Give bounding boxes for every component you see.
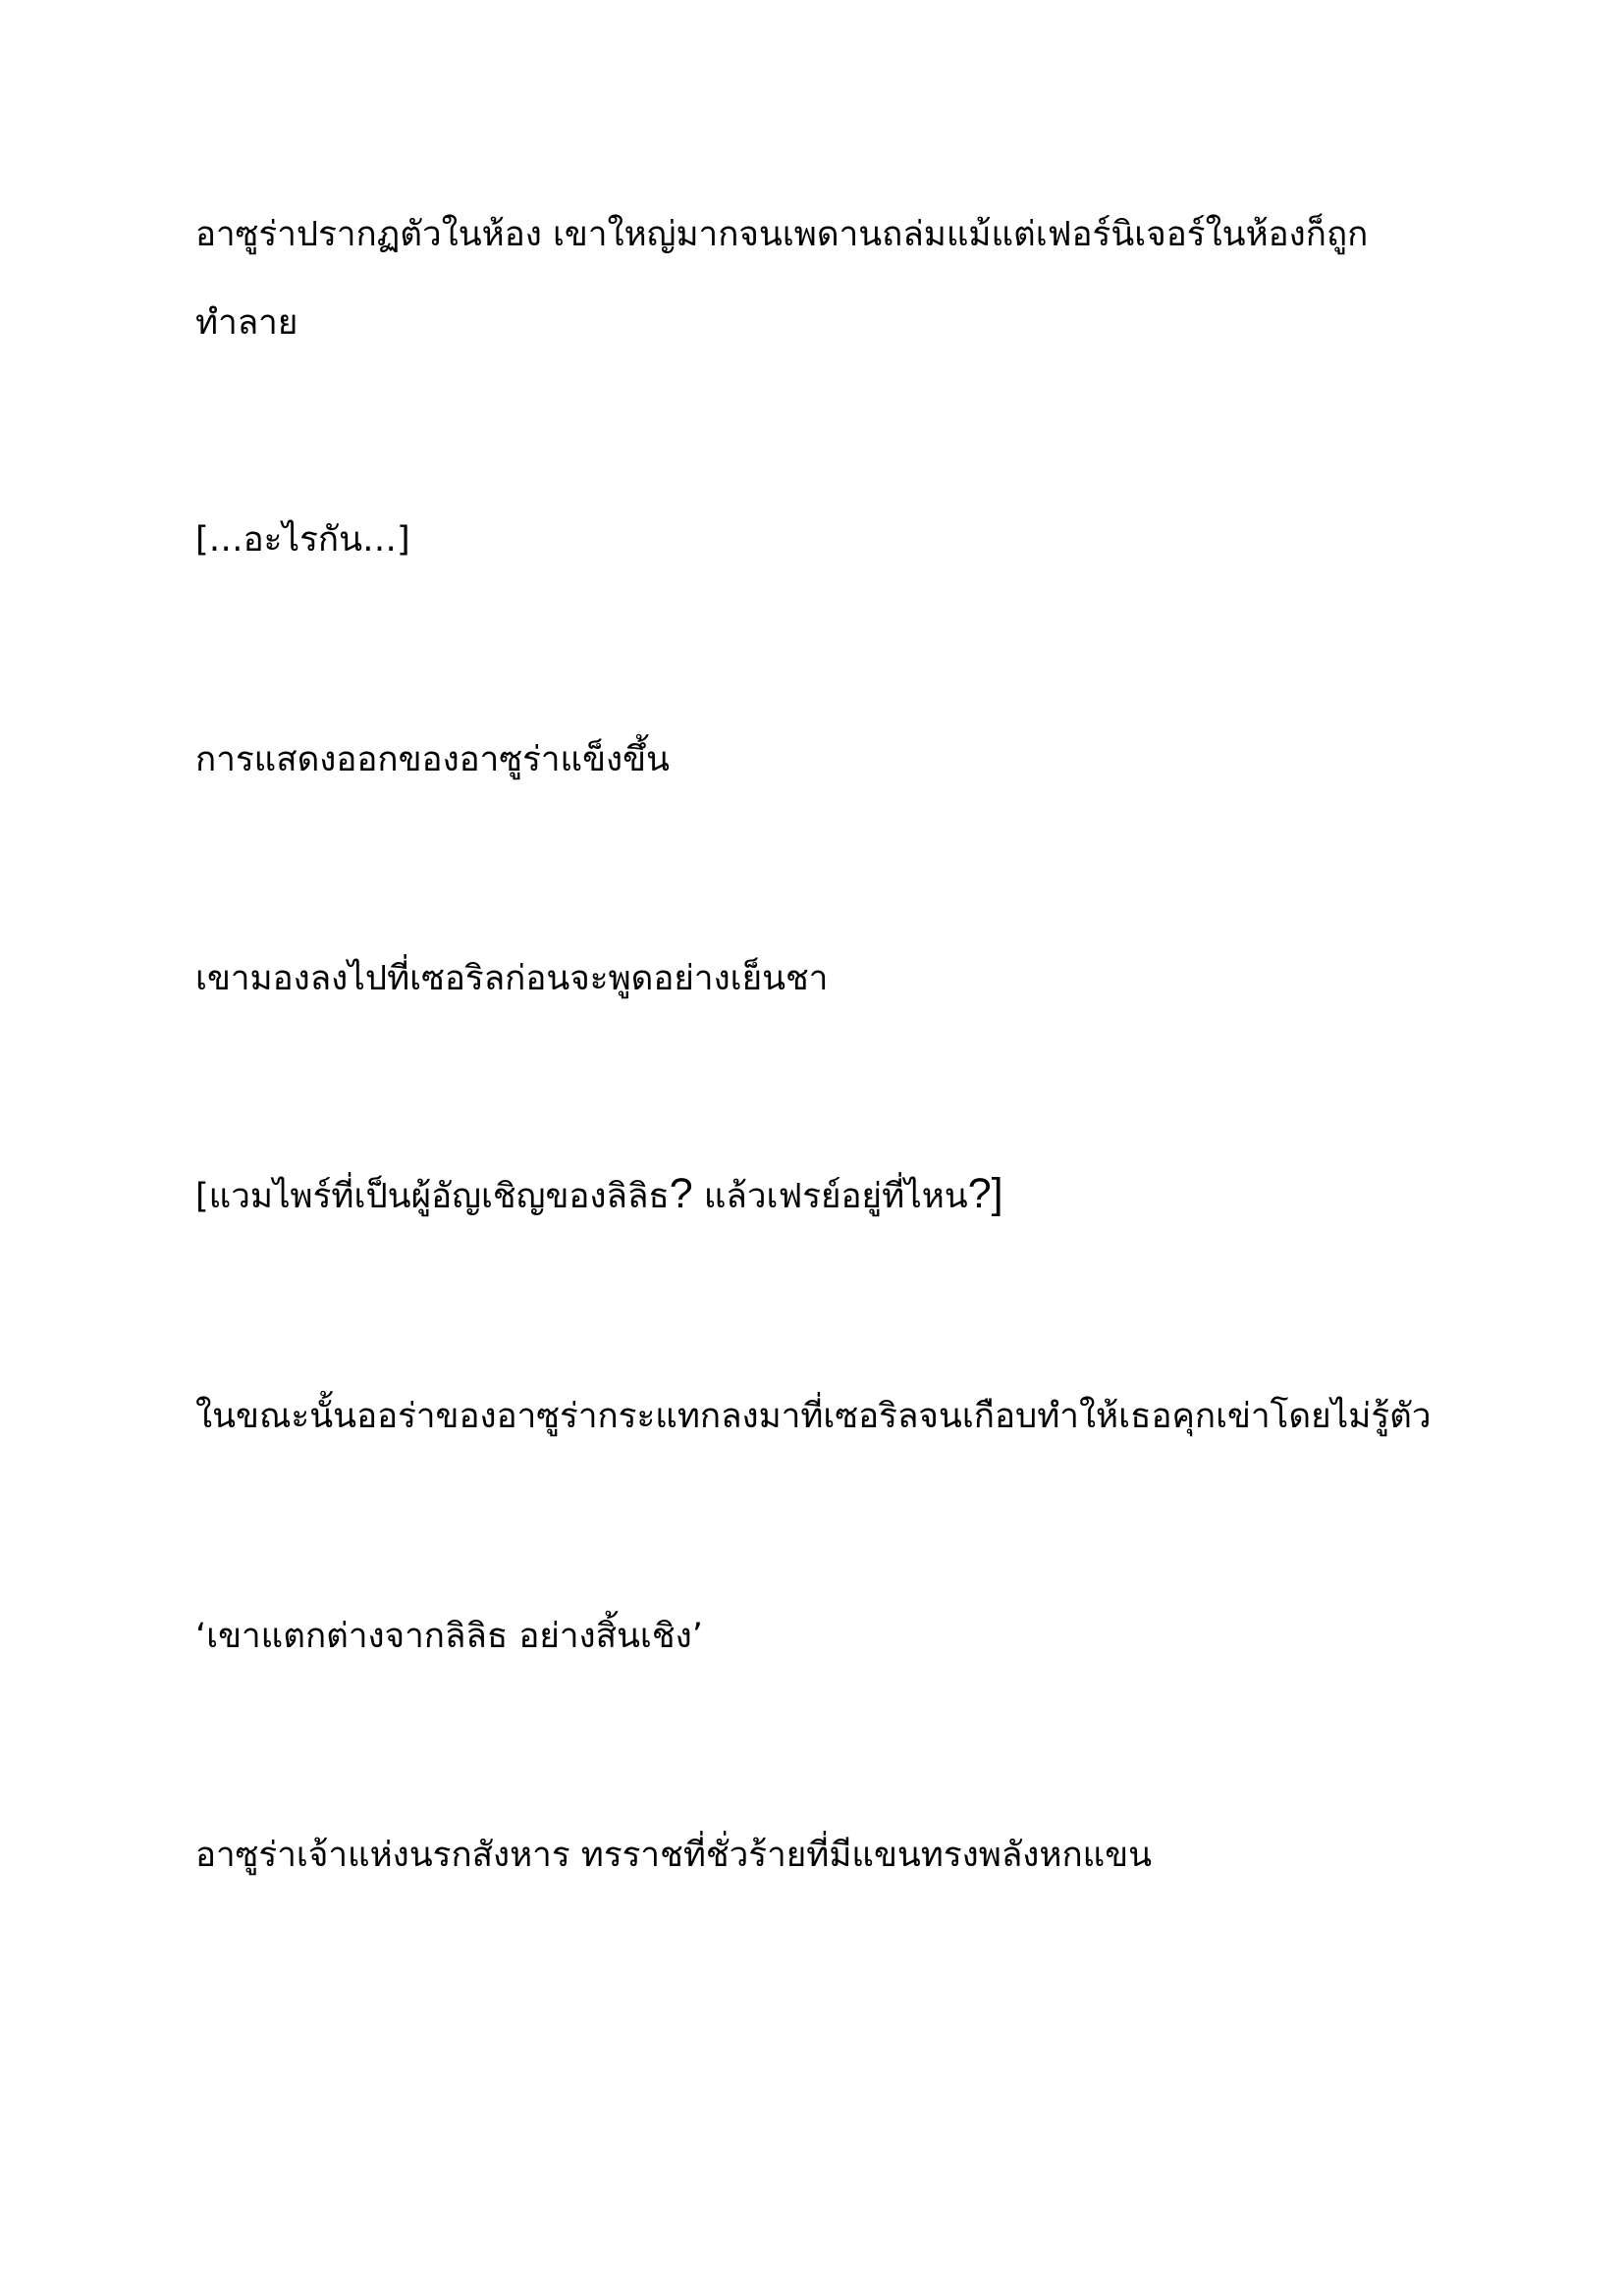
dialogue-open-bracket: [ (195, 1177, 209, 1216)
paragraph-line-1: อาซูร่าปรากฏตัวในห้อง เขาใหญ่มากจนเพดานถล่มแม้แต่เฟอร์นิเจอร์ในห้องก็ถูก (195, 215, 1369, 254)
paragraph-line-4: การแสดงออกของอาซูร่าแข็งขึ้น (195, 740, 670, 779)
paragraph-line-7: ‘เขาแตกต่างจากลิลิธ อย่างสิ้นเชิง’ (195, 1617, 703, 1656)
dialogue-close-bracket: ] (991, 1170, 1003, 1217)
dialogue-text-2: แล้วเฟรย์อยู่ที่ไหน (692, 1177, 968, 1216)
dialogue-question-mark-2: ? (967, 1170, 992, 1217)
dialogue-question-mark-1: ? (669, 1170, 693, 1217)
paragraph-line-8: อาซูร่าเจ้าแห่งนรกสังหาร ทรราชที่ชั่วร้ายที่มีแขนทรงพลังหกแขน (195, 1836, 1153, 1875)
dialogue-line (195, 1170, 1472, 1217)
paragraph-line-2: ทำลาย (195, 303, 298, 343)
paragraph-line-6: ในขณะนั้นออร่าของอาซูร่ากระแทกลงมาที่เซอริลจนเกือบทำให้เธอคุกเข่าโดยไม่รู้ตัว (195, 1397, 1432, 1436)
paragraph-line-5: เขามองลงไปที่เซอริลก่อนจะพูดอย่างเย็นชา (195, 959, 829, 998)
dialogue-text-1: แวมไพร์ที่เป็นผู้อัญเชิญของลิลิธ (208, 1177, 670, 1216)
paragraph-line-3: […อะไรกัน…] (195, 520, 410, 560)
